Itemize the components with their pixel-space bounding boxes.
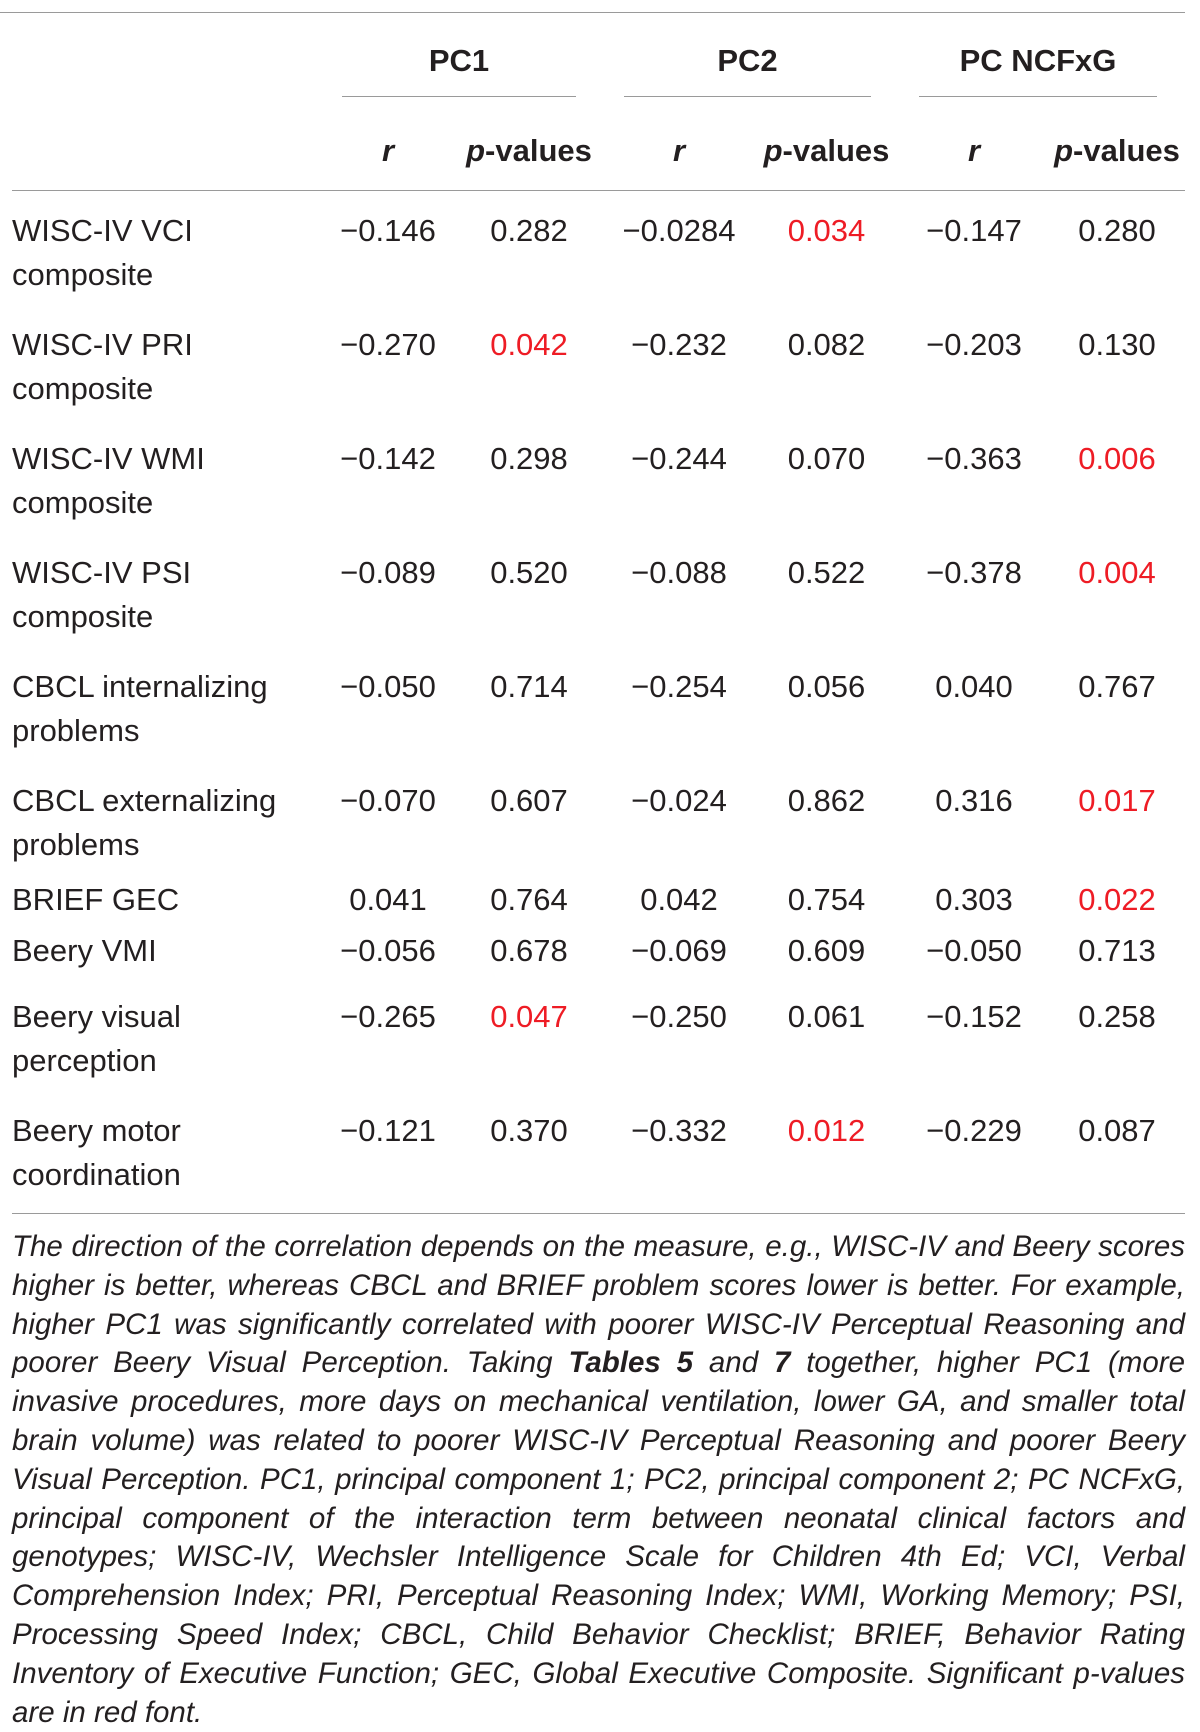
pc1-r-value: −0.146 bbox=[340, 213, 436, 248]
pc2-r-value: −0.024 bbox=[631, 783, 727, 818]
blank-header bbox=[12, 14, 322, 112]
subheader-p-values: p-values bbox=[1049, 112, 1185, 191]
pc1-r-value: −0.089 bbox=[340, 555, 436, 590]
row-label: WISC-IV WMI composite bbox=[12, 441, 205, 520]
pc-ncfxg-p-value: 0.017 bbox=[1078, 783, 1156, 818]
pc1-r-value: −0.270 bbox=[340, 327, 436, 362]
pc1-r-value: −0.050 bbox=[340, 669, 436, 704]
pc2-p-value: 0.609 bbox=[787, 933, 866, 968]
pc1-p-value: 0.678 bbox=[490, 933, 568, 968]
pc-ncfxg-r-value: −0.152 bbox=[926, 999, 1022, 1034]
pc2-r-value: 0.042 bbox=[640, 882, 718, 917]
pc-ncfxg-p-value: 0.713 bbox=[1078, 933, 1156, 968]
pc2-r-value: −0.254 bbox=[631, 669, 727, 704]
table-row bbox=[12, 922, 1185, 973]
table-footnote: The direction of the correlation depends on the measure, e.g., WISC-IV and Beery scores higher is better, whereas CBCL and BRIEF problem scores lower is better. For example, higher PC1 was significantly correlated with poorer WISC-IV Perceptual Reasoning and poorer Beery Visual Perception. Taking Tables 5 and 7 together, higher PC1 (more invasive procedures, more days on mechanical ventilation, lower GA, and smaller total brain volume) was related to poorer WISC-IV Perceptual Reasoning and poorer Beery Visual Perception. PC1, principal component 1; PC2, principal component 2; PC NCFxG, principal component of the interaction term between neonatal clinical factors and genotypes; WISC-IV, Wechsler Intelligence Scale for Children 4th Ed; VCI, Verbal Comprehension Index; PRI, Perceptual Reasoning Index; WMI, Working Memory; PSI, Processing Speed Index; CBCL, Child Behavior Checklist; BRIEF, Behavior Rating Inventory of Executive Function; GEC, Global Executive Composite. Significant p-values are in red font. bbox=[12, 1230, 1185, 1729]
pc2-r-value: −0.250 bbox=[631, 999, 727, 1034]
row-label: WISC-IV PSI composite bbox=[12, 555, 192, 634]
pc2-p-value: 0.070 bbox=[787, 441, 866, 476]
table-body bbox=[12, 191, 1185, 1214]
row-label: CBCL internalizing problems bbox=[12, 669, 268, 748]
pc2-p-value: 0.754 bbox=[787, 882, 866, 917]
table-row bbox=[12, 871, 1185, 922]
subheader-p-values: p-values bbox=[454, 112, 604, 191]
pc2-p-value: 0.061 bbox=[787, 999, 866, 1034]
pc1-r-value: −0.265 bbox=[340, 999, 436, 1034]
blank-subheader bbox=[12, 112, 322, 191]
pc2-p-value: 0.082 bbox=[787, 327, 866, 362]
pc2-p-value: 0.522 bbox=[787, 555, 866, 590]
row-label: WISC-IV VCI composite bbox=[12, 213, 193, 292]
subheader-r: r bbox=[322, 112, 454, 191]
row-label: CBCL externalizing problems bbox=[12, 783, 277, 862]
pc-ncfxg-r-value: −0.378 bbox=[926, 555, 1022, 590]
pc-ncfxg-r-value: −0.050 bbox=[926, 933, 1022, 968]
pc2-r-value: −0.088 bbox=[631, 555, 727, 590]
pc1-p-value: 0.042 bbox=[490, 327, 568, 362]
top-rule bbox=[0, 12, 1185, 13]
pc1-p-value: 0.714 bbox=[490, 669, 568, 704]
subheader-r: r bbox=[899, 112, 1049, 191]
pc2-p-value: 0.034 bbox=[787, 213, 866, 248]
table-row bbox=[12, 757, 1185, 871]
pc1-p-value: 0.370 bbox=[454, 1087, 604, 1214]
pc1-p-value: 0.764 bbox=[490, 882, 568, 917]
pc1-p-value: 0.298 bbox=[490, 441, 568, 476]
sub-header-row bbox=[12, 112, 1185, 191]
pc-ncfxg-r-value: −0.203 bbox=[926, 327, 1022, 362]
pc2-p-value: 0.012 bbox=[754, 1087, 899, 1214]
pc-ncfxg-p-value: 0.767 bbox=[1078, 669, 1156, 704]
table-row bbox=[12, 415, 1185, 529]
pc1-p-value: 0.520 bbox=[490, 555, 568, 590]
pc-ncfxg-p-value: 0.006 bbox=[1078, 441, 1156, 476]
pc-ncfxg-p-value: 0.258 bbox=[1078, 999, 1156, 1034]
pc-ncfxg-r-value: 0.316 bbox=[935, 783, 1013, 818]
pc1-p-value: 0.047 bbox=[490, 999, 568, 1034]
row-label: Beery visual perception bbox=[12, 999, 181, 1078]
row-label: Beery motor coordination bbox=[12, 1087, 322, 1214]
pc1-r-value: 0.041 bbox=[349, 882, 427, 917]
table-row bbox=[12, 643, 1185, 757]
pc-ncfxg-r-value: −0.147 bbox=[926, 213, 1022, 248]
pc2-r-value: −0.0284 bbox=[622, 213, 736, 248]
pc-ncfxg-p-value: 0.004 bbox=[1078, 555, 1156, 590]
group-header-row bbox=[12, 14, 1185, 112]
table-row bbox=[12, 529, 1185, 643]
pc1-r-value: −0.070 bbox=[340, 783, 436, 818]
pc1-r-value: −0.056 bbox=[340, 933, 436, 968]
pc1-p-value: 0.607 bbox=[490, 783, 568, 818]
pc2-r-value: −0.332 bbox=[604, 1087, 754, 1214]
correlation-table bbox=[12, 14, 1185, 1214]
table-row bbox=[12, 301, 1185, 415]
pc-ncfxg-r-value: 0.040 bbox=[935, 669, 1013, 704]
pc-ncfxg-p-value: 0.087 bbox=[1049, 1087, 1185, 1214]
subheader-p-values: p-values bbox=[754, 112, 899, 191]
table-row bbox=[12, 973, 1185, 1087]
pc-ncfxg-r-value: −0.363 bbox=[926, 441, 1022, 476]
pc-ncfxg-r-value: 0.303 bbox=[935, 882, 1013, 917]
table-row bbox=[12, 191, 1185, 302]
pc-ncfxg-p-value: 0.130 bbox=[1078, 327, 1156, 362]
pc2-p-value: 0.056 bbox=[787, 669, 866, 704]
pc1-r-value: −0.142 bbox=[340, 441, 436, 476]
pc1-r-value: −0.121 bbox=[322, 1087, 454, 1214]
subheader-r: r bbox=[604, 112, 754, 191]
group-header-pc-ncfxg: PC NCFxG bbox=[899, 14, 1185, 112]
pc2-r-value: −0.244 bbox=[631, 441, 727, 476]
pc2-r-value: −0.069 bbox=[631, 933, 727, 968]
table-row bbox=[12, 1087, 1185, 1214]
pc-ncfxg-r-value: −0.229 bbox=[899, 1087, 1049, 1214]
row-label: BRIEF GEC bbox=[12, 882, 180, 917]
pc-ncfxg-p-value: 0.280 bbox=[1078, 213, 1156, 248]
pc2-r-value: −0.232 bbox=[631, 327, 727, 362]
row-label: Beery VMI bbox=[12, 933, 157, 968]
pc2-p-value: 0.862 bbox=[787, 783, 866, 818]
group-header-pc1: PC1 bbox=[322, 14, 604, 112]
pc1-p-value: 0.282 bbox=[490, 213, 568, 248]
pc-ncfxg-p-value: 0.022 bbox=[1078, 882, 1156, 917]
group-header-pc2: PC2 bbox=[604, 14, 899, 112]
row-label: WISC-IV PRI composite bbox=[12, 327, 193, 406]
